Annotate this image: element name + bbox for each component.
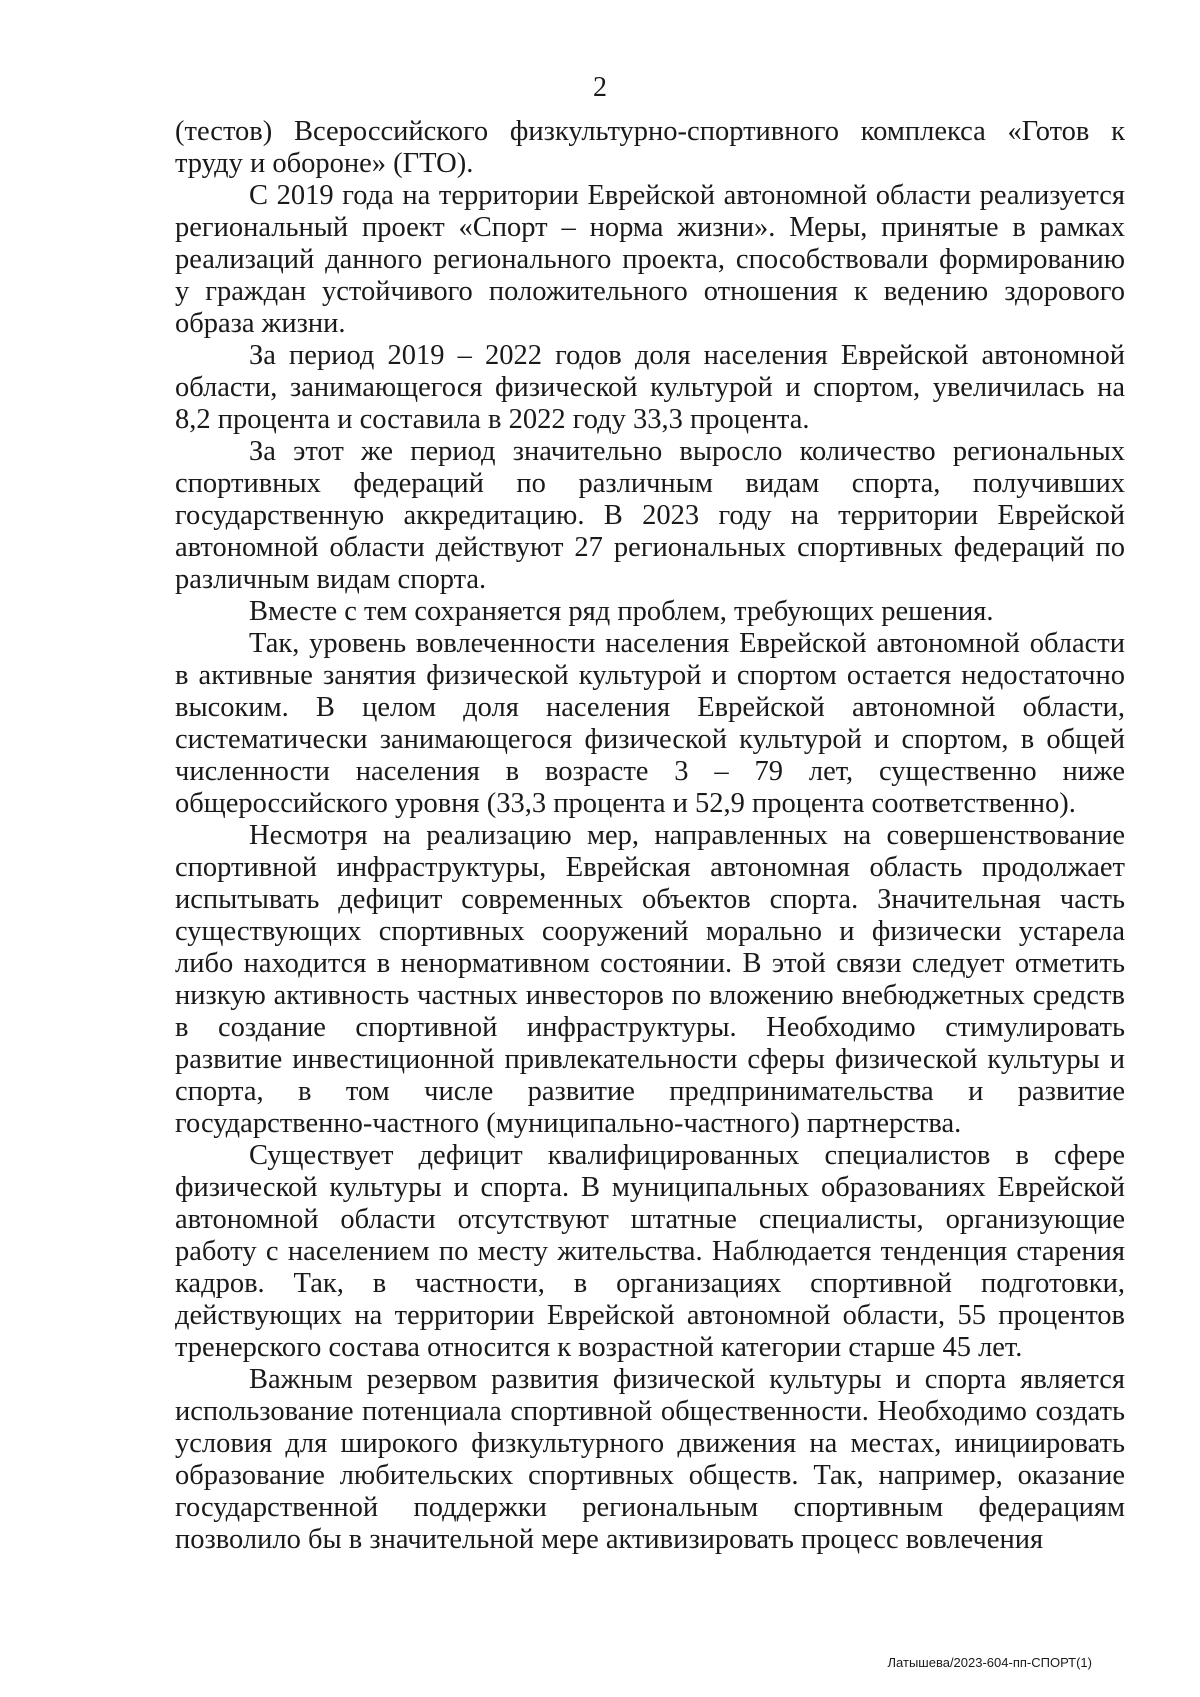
- paragraph: Важным резервом развития физической культуры и спорта является использование потенциала спортивной общественности. Необходимо создать условия для широкого физкультурного движения на местах, инициировать образование любительских спортивных обществ. Так, например, оказание государственной поддержки региональным спортивным федерациям позволило бы в значительной мере активизировать процесс вовлечения: [175, 1364, 1125, 1555]
- paragraph: (тестов) Всероссийского физкультурно-спортивного комплекса «Готов к труду и обороне» (ГТО).: [175, 116, 1125, 179]
- paragraph: За период 2019 – 2022 годов доля населения Еврейской автономной области, занимающегося физической культурой и спортом, увеличилась на 8,2 процента и составила в 2022 году 33,3 процента.: [175, 340, 1125, 435]
- paragraph: За этот же период значительно выросло количество региональных спортивных федераций по различным видам спорта, получивших государственную аккредитацию. В 2023 году на территории Еврейской автономной области действуют 27 региональных спортивных федераций по различным видам спорта.: [175, 436, 1125, 595]
- paragraph: Так, уровень вовлеченности населения Еврейской автономной области в активные занятия физической культурой и спортом остается недостаточно высоким. В целом доля населения Еврейской автономной области, систематически занимающегося физической культурой и спортом, в общей численности населения в возрасте 3 – 79 лет, существенно ниже общероссийского уровня (33,3 процента и 52,9 процента соответственно).: [175, 628, 1125, 819]
- paragraph: Несмотря на реализацию мер, направленных на совершенствование спортивной инфраструктуры, Еврейская автономная область продолжает испытывать дефицит современных объектов спорта. Значительная часть существующих спортивных сооружений морально и физически устарела либо находится в ненормативном состоянии. В этой связи следует отметить низкую активность частных инвесторов по вложению внебюджетных средств в создание спортивной инфраструктуры. Необходимо стимулировать развитие инвестиционной привлекательности сферы физической культуры и спорта, в том числе развитие предпринимательства и развитие государственно-частного (муниципально-частного) партнерства.: [175, 820, 1125, 1139]
- page-number: 2: [593, 72, 607, 103]
- document-footer-reference: Латышева/2023-604-пп-СПОРТ(1): [887, 1655, 1092, 1670]
- paragraph: Вместе с тем сохраняется ряд проблем, требующих решения.: [249, 596, 994, 627]
- document-body: [175, 116, 1125, 1556]
- paragraph: Существует дефицит квалифицированных специалистов в сфере физической культуры и спорта. В муниципальных образованиях Еврейской автономной области отсутствуют штатные специалисты, организующие работу с населением по месту жительства. Наблюдается тенденция старения кадров. Так, в частности, в организациях спортивной подготовки, действующих на территории Еврейской автономной области, 55 процентов тренерского состава относится к возрастной категории старше 45 лет.: [175, 1140, 1125, 1363]
- paragraph: С 2019 года на территории Еврейской автономной области реализуется региональный проект «Спорт – норма жизни». Меры, принятые в рамках реализаций данного регионального проекта, способствовали формированию у граждан устойчивого положительного отношения к ведению здорового образа жизни.: [175, 180, 1125, 339]
